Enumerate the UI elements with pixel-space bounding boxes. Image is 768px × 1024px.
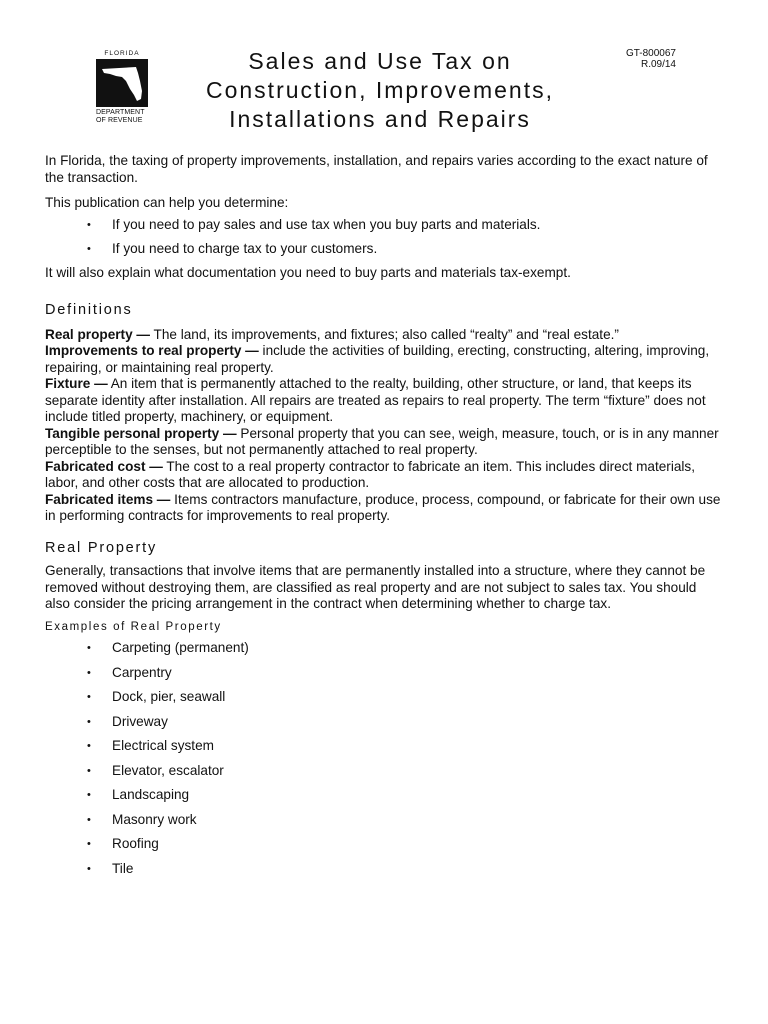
examples-heading: Examples of Real Property: [45, 620, 222, 633]
definition-improvements: [45, 343, 725, 376]
definition-text: The land, its improvements, and fixtures; also called “realty” and “real estate.”: [150, 326, 619, 342]
real-property-heading: Real Property: [45, 539, 158, 556]
definitions-heading: Definitions: [45, 302, 133, 318]
definition-tangible-personal-property: [45, 426, 725, 459]
title-line: Installations and Repairs: [229, 106, 531, 132]
definition-text: The cost to a real property contractor to fabricate an item. This includes direct materials, labor, and other costs that are allocated to production.: [45, 458, 696, 490]
main-content: [45, 153, 725, 885]
intro-paragraph-3: It will also explain what documentation you need to buy parts and materials tax-exempt.: [45, 264, 571, 280]
list-item: • Electrical system: [45, 738, 725, 755]
florida-map-icon: [96, 59, 148, 107]
definition-text: include the activities of building, erecting, constructing, altering, improving, repairing, or maintaining real property.: [45, 343, 710, 375]
definition-term: Tangible personal property —: [45, 425, 237, 441]
list-item: • Carpentry: [45, 665, 725, 682]
definition-fixture: [45, 376, 725, 426]
definition-text: An item that is permanently attached to the realty, building, other structure, or land, that keeps its separate identity after installation. All repairs are treated as repairs to real property. The term “fixture” does not include titled property, machinery, or equipment.: [45, 376, 706, 424]
definition-term: Fixture —: [45, 376, 108, 391]
list-item: • Carpeting (permanent): [45, 640, 725, 657]
list-item: • Roofing: [45, 836, 725, 853]
page-title: [180, 47, 580, 134]
list-item: • Landscaping: [45, 787, 725, 804]
definition-text: Items contractors manufacture, produce, process, compound, or fabricate for their own use in performing contracts for improvements to real property.: [45, 491, 721, 523]
list-item: • Tile: [45, 861, 725, 878]
examples-list: [45, 640, 725, 877]
logo-dept-line1: DEPARTMENT: [96, 109, 145, 116]
definition-text: Personal property that you can see, weigh, measure, touch, or is in any manner perceptible to the senses, but not permanently attached to real property.: [45, 425, 719, 457]
title-line: Construction, Improvements,: [205, 77, 554, 103]
intro-bullet-list: [45, 217, 725, 258]
definition-real-property: [45, 327, 725, 344]
intro-paragraph-1: In Florida, the taxing of property improvements, installation, and repairs varies according to the exact nature of the transaction.: [45, 153, 708, 185]
real-property-paragraph: Generally, transactions that involve items that are permanently installed into a structure, where they cannot be removed without destroying them, are classified as real property and are not subject to sales tax. You should also consider the pricing arrangement in the contract when determining whether to charge tax.: [45, 563, 706, 611]
definition-fabricated-items: [45, 492, 725, 525]
title-line: Sales and Use Tax on: [248, 48, 512, 74]
logo-dept-text: [96, 109, 148, 124]
form-number: GT-800067: [625, 48, 676, 59]
definition-term: Improvements to real property —: [45, 343, 259, 358]
list-item: • Dock, pier, seawall: [45, 689, 725, 706]
intro-paragraph-2: This publication can help you determine:: [45, 195, 289, 210]
form-number-block: [626, 48, 676, 70]
florida-dor-logo: [96, 50, 148, 124]
definition-term: Fabricated cost —: [45, 458, 163, 474]
list-item: • If you need to charge tax to your customers.: [45, 241, 725, 258]
revision-date: R.09/14: [640, 59, 676, 70]
definition-term: Real property —: [45, 326, 150, 342]
logo-dept-line2: OF REVENUE: [96, 116, 143, 124]
logo-state-text: FLORIDA: [104, 50, 140, 57]
definition-fabricated-cost: [45, 459, 725, 492]
list-item: • Elevator, escalator: [45, 763, 725, 780]
list-item: • Masonry work: [45, 812, 725, 829]
list-item: • If you need to pay sales and use tax when you buy parts and materials.: [45, 217, 725, 234]
definition-term: Fabricated items —: [45, 491, 171, 507]
list-item: • Driveway: [45, 714, 725, 731]
